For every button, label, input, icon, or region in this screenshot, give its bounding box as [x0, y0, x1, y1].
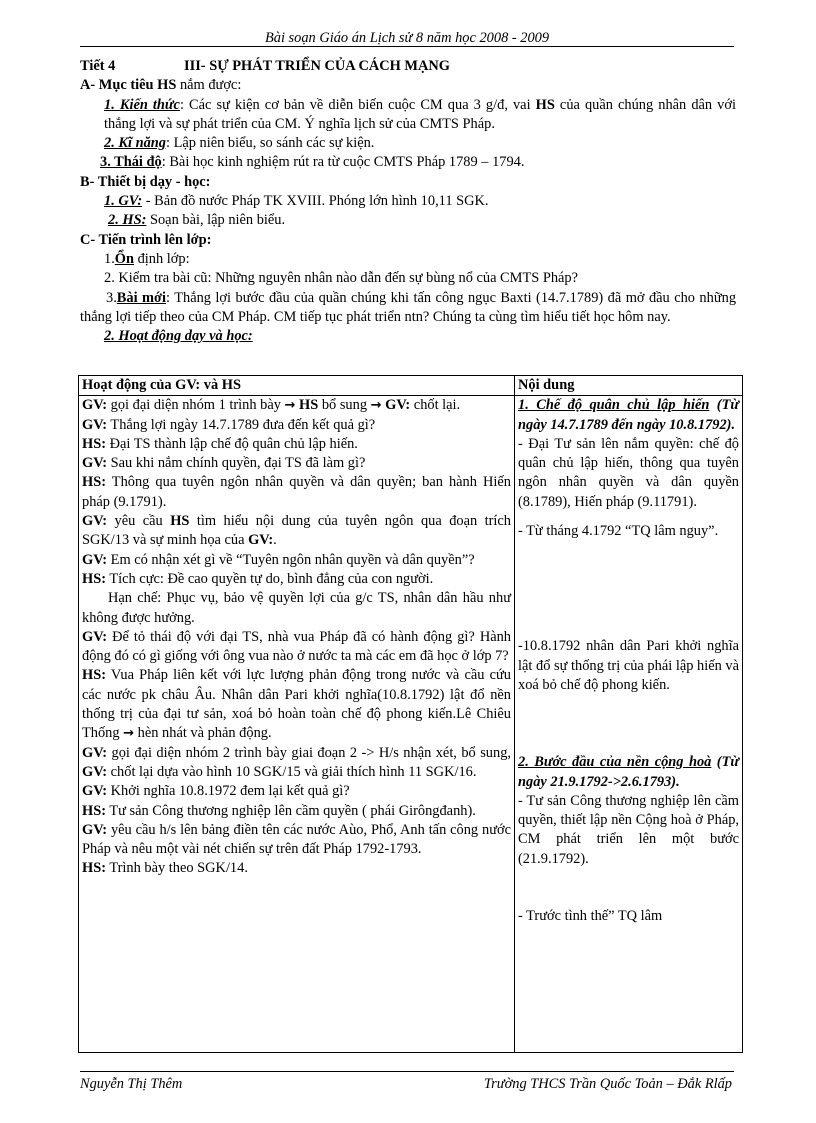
attitude-text: : Bài học kinh nghiệm rút ra từ cuộc CMTS Pháp 1789 – 1794. — [161, 154, 525, 171]
lesson-body — [80, 57, 736, 346]
equipment-gv — [80, 192, 736, 211]
knowledge-text-a: : Các sự kiện cơ bản về diễn biến cuộc CM qua 3 g/đ, vai — [179, 96, 536, 113]
section1-heading: 1. Chế độ quân chủ lập hiến (Từ ngày 14.7.1789 đến ngày 10.8.1792). — [518, 397, 739, 433]
lesson-content — [515, 396, 743, 1053]
process-heading: C- Tiến trình lên lớp: — [80, 231, 212, 248]
spacer — [518, 541, 739, 637]
spacer — [518, 695, 739, 753]
table-header-row — [79, 376, 743, 396]
content-paragraph: - Trước tình thế” TQ lâm — [518, 908, 663, 925]
objectives-hs: HS — [157, 77, 177, 94]
content-paragraph: -10.8.1792 nhân dân Pari khởi nghĩa lật đổ sự thống trị của phái lập hiến và xoá bỏ chế độ phong kiến. — [518, 638, 739, 693]
activity-row: GV: Sau khi nắm chính quyền, đại TS đã làm gì? — [82, 455, 366, 472]
activity-row: GV: Khởi nghĩa 10.8.1972 đem lại kết quả gì? — [82, 783, 350, 800]
process-step2: 2. Kiểm tra bài cũ: Những nguyên nhân nào dẫn đến sự bùng nổ của CMTS Pháp? — [104, 270, 579, 287]
activities-heading: 2. Hoạt động dạy và học: — [104, 328, 253, 345]
col2-header: Nội dung — [515, 376, 743, 396]
content-paragraph: - Tư sản Công thương nghiệp lên cầm quyền, thiết lập nền Cộng hoà ở Pháp, CM phát triển lên một bước (21.9.1792). — [518, 792, 739, 867]
step1-num: 1. — [104, 250, 115, 267]
lesson-heading — [80, 57, 736, 76]
activity-row: GV: gọi đại diện nhóm 2 trình bày giai đoạn 2 -> H/s nhận xét, bổ sung, GV: chốt lại dựa vào hình 10 SGK/15 và giải thích hình 11 SGK/16. — [82, 744, 511, 780]
col1-header: Hoạt động của GV: và HS — [79, 376, 515, 396]
equipment-gv-label: 1. GV: — [104, 193, 143, 210]
header-divider — [80, 46, 734, 47]
footer-author: Nguyễn Thị Thêm — [80, 1076, 183, 1092]
objectives-heading — [80, 76, 736, 95]
activity-row: HS: Đại TS thành lập chế độ quân chủ lập hiến. — [82, 435, 358, 452]
activity-row: HS: Trình bày theo SGK/14. — [82, 860, 248, 877]
knowledge-label: 1. Kiến thức — [104, 96, 180, 113]
step1-text: định lớp: — [134, 250, 190, 267]
equipment-hs — [80, 211, 736, 230]
activity-row: GV: gọi đại diện nhóm 1 trình bày → HS bổ sung → GV: chốt lại. — [82, 397, 461, 414]
page-header: Bài soạn Giáo án Lịch sử 8 năm học 2008 - 2009 — [264, 30, 550, 46]
content-paragraph: - Đại Tư sản lên nắm quyền: chế độ quân chủ lập hiến, thông qua tuyên ngôn nhân quyền và dân quyền (8.1789), Hiến pháp (9.11791). — [518, 435, 739, 510]
activity-row: GV: yêu cầu h/s lên bảng điền tên các nước Aùo, Phổ, Anh tấn công nước Pháp và nêu một vài nét chiến sự trên đất Pháp 1792-1793. — [82, 821, 511, 858]
equipment-heading: B- Thiết bị dạy - học: — [80, 173, 211, 190]
lesson-title: III- SỰ PHÁT TRIỂN CỦA CÁCH MẠNG — [184, 58, 450, 74]
activity-row: HS: Thông qua tuyên ngôn nhân quyền và dân quyền; ban hành Hiến pháp (9.1791). — [82, 474, 511, 510]
step3-num: 3. — [106, 289, 117, 306]
objective-skills — [80, 134, 736, 153]
step3-text: : Thắng lợi bước đầu của quần chúng khi tấn công ngục Baxti (14.7.1789) đã mở đầu cho những thắng lợi tiếp theo của CM Pháp. CM tiếp tục phát triển ntn? Chúng ta cùng tìm hiểu tiết học hôm nay. — [80, 289, 737, 325]
skills-text: : Lập niên biểu, so sánh các sự kiện. — [165, 135, 375, 152]
equipment-hs-text: Soạn bài, lập niên biểu. — [146, 212, 286, 229]
objective-attitude — [80, 153, 736, 172]
activity-row: GV: Em có nhận xét gì về “Tuyên ngôn nhân quyền và dân quyền”? — [82, 551, 475, 568]
equipment-gv-text: - Bản đồ nước Pháp TK XVIII. Phóng lớn hình 10,11 SGK. — [142, 193, 489, 210]
activity-row: GV: Thắng lợi ngày 14.7.1789 đưa đến kết quả gì? — [82, 416, 376, 433]
content-paragraph: - Từ tháng 4.1792 “TQ lâm nguy”. — [518, 523, 719, 540]
process-step1 — [80, 250, 736, 269]
arrow-icon: → — [123, 726, 135, 742]
activity-row: GV: Để tỏ thái độ với đại TS, nhà vua Pháp đã có hành động gì? Hành động đó có gì giống với ông vua nào ở nước ta mà các em đã học ở lớp 7? — [82, 628, 511, 665]
spacer — [518, 512, 739, 522]
activities-table — [78, 375, 743, 1053]
step1-label: Ổn — [114, 250, 134, 267]
activity-row: GV: yêu cầu HS tìm hiểu nội dung của tuyên ngôn qua đoạn trích SGK/13 và sự minh họa của GV:. — [82, 513, 511, 549]
objectives-heading-rest: nắm được: — [176, 77, 242, 94]
activity-row: Hạn chế: Phục vụ, bảo vệ quyền lợi của g/c TS, nhân dân hầu như không được hưởng. — [82, 590, 511, 626]
activity-row: HS: Vua Pháp liên kết với lực lượng phản động trong nước và cầu cứu các nước pk châu Âu. Nhân dân Pari khởi nghĩa(10.8.1792) lật đổ nền thống trị của đại tư sản, xoá bỏ hoàn toàn chế độ phong kiến.Lê Chiêu Thống → hèn nhát và phản động. — [82, 667, 511, 742]
activity-row: HS: Tư sản Công thương nghiệp lên cầm quyền ( phái Girôngđanh). — [82, 802, 476, 819]
step3-label: Bài mới — [116, 289, 167, 306]
teacher-student-activities — [79, 396, 515, 1053]
skills-label: 2. Kĩ năng — [104, 135, 166, 152]
arrow-icon: → — [284, 398, 296, 414]
attitude-label: 3. Thái độ — [100, 154, 162, 171]
table-body-row — [79, 396, 743, 1053]
arrow-icon: → — [370, 398, 382, 414]
spacer — [518, 869, 739, 907]
lesson-period: Tiết 4 — [80, 58, 116, 74]
objective-knowledge — [80, 96, 736, 135]
footer-divider — [80, 1071, 734, 1072]
activity-row: HS: Tích cực: Đề cao quyền tự do, bình đẳng của con người. — [82, 570, 434, 587]
footer-school: Trường THCS Trần Quốc Toản – Đắk Rlấp — [483, 1076, 732, 1092]
section2-heading: 2. Bước đầu của nền cộng hoà (Từ ngày 21.9.1792->2.6.1793). — [518, 754, 739, 790]
knowledge-text-b: của quần chúng nhân dân với thắng lợi và sự phát triển của CM. Ý nghĩa lịch sử của CMTS Pháp. — [104, 96, 736, 132]
equipment-hs-label: 2. HS: — [108, 212, 147, 229]
knowledge-hs: HS — [535, 96, 555, 113]
process-step3 — [80, 289, 736, 328]
objectives-label: A- Mục tiêu — [80, 77, 154, 94]
